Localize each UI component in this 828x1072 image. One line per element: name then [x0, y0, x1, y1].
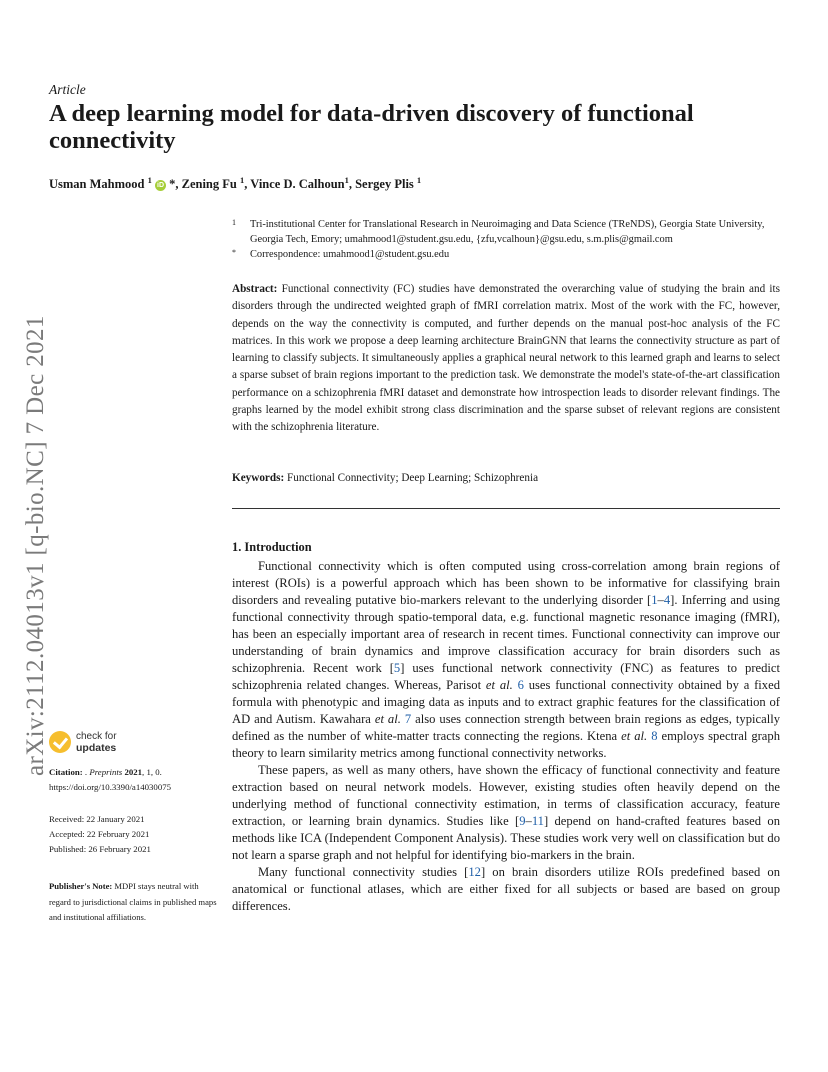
citation-link[interactable]: 1: [651, 593, 658, 607]
section-divider: [232, 508, 780, 509]
citation-volume: , 1, 0.: [142, 767, 162, 777]
text-run: –: [657, 593, 664, 607]
text-run: These papers, as well as many others, have shown the efficacy of functional connectivity and feature extraction based on neural network models. However, existing studies often heavily depend on the underlying method of functional connectivity estimation, in terms of classification accuracy, feature extraction, or learning brain dynamics. Studies like [: [232, 763, 780, 828]
paper-title: A deep learning model for data-driven discovery of functional connectivity: [49, 100, 694, 154]
publisher-note-label: Publisher's Note:: [49, 881, 113, 891]
publisher-note-text: MDPI stays neutral with regard to jurisdictional claims in published maps and institutional affiliations.: [49, 881, 217, 922]
abstract: [232, 281, 780, 437]
affiliation-text: Tri-institutional Center for Translational Research in Neuroimaging and Data Science (TReNDS), Georgia State University, Georgia Tech, Emory; umahmood1@student.gsu.edu, {zfu,vcalhoun}@gsu.edu, s.m.plis@gmail.com: [250, 219, 765, 245]
citation-link[interactable]: 9: [519, 814, 526, 828]
article-type: Article: [49, 82, 86, 97]
paragraph: [232, 864, 780, 915]
affiliation-marker: 1: [232, 218, 236, 227]
author-name[interactable]: Vince D. Calhoun: [250, 177, 345, 192]
received-date: Received: 22 January 2021: [49, 814, 145, 824]
abstract-label: Abstract:: [232, 283, 278, 295]
accepted-date: Accepted: 22 February 2021: [49, 829, 150, 839]
citation-link[interactable]: 11: [531, 814, 544, 828]
correspondence-text: Correspondence: umahmood1@student.gsu.edu: [250, 249, 450, 260]
section-heading: 1. Introduction: [232, 540, 312, 554]
text-run: ] uses functional network connectivity (FNC) as features to predict schizophrenia related changes. Whereas, Parisot: [232, 661, 780, 692]
text-run: employs spectral graph theory to learn similarity metrics among functional connectivity networks.: [232, 729, 780, 760]
publisher-note: [49, 879, 219, 926]
updates-label: updates: [76, 742, 117, 754]
citation-prefix: .: [82, 767, 90, 777]
text-run: Functional connectivity which is often computed using cross-correlation among brain regions of interest (ROIs) is a powerful approach which has been shown to be informative for classifying brain disorders and revealing putative bio-markers relevant to the underlying disorder [: [232, 559, 780, 607]
citation-link[interactable]: 12: [468, 865, 481, 879]
citation-link[interactable]: 4: [663, 593, 671, 607]
arxiv-stamp: [18, 270, 58, 780]
keywords-text: Functional Connectivity; Deep Learning; Schizophrenia: [287, 472, 539, 484]
doi-link[interactable]: https://doi.org/10.3390/a14030075: [49, 782, 172, 792]
author-suffix: ,: [348, 177, 352, 192]
affiliation-marker: 1: [416, 175, 422, 185]
text-run: –: [525, 814, 532, 828]
citation-label: Citation:: [49, 767, 83, 777]
body-text: [232, 558, 780, 915]
dates-block: [49, 812, 219, 857]
citation-year: 2021: [124, 767, 143, 777]
orcid-icon[interactable]: iD: [157, 182, 164, 190]
author-suffix: ,: [244, 177, 248, 192]
text-run: ] on brain disorders utilize ROIs predefined based on anatomical or functional atlases, which are either fixed for all subjects or based are based on group differences.: [232, 865, 780, 913]
text-run: uses functional connectivity obtained by a fixed formula with phenotypic and imaging data as inputs and to extract graphic features for the classification of AD and Autism. Kawahara: [232, 678, 780, 726]
author-name[interactable]: Zening Fu: [181, 177, 237, 192]
citation-block: [49, 765, 219, 795]
et-al: et al.: [621, 729, 648, 743]
text-run: also uses connection strength between brain regions as edges, typically defined as the number of white-matter tracts connecting the regions. Ktena: [232, 712, 780, 743]
citation-link[interactable]: 8: [651, 729, 658, 743]
affiliation-marker: 1: [344, 175, 349, 185]
et-al: et al.: [374, 712, 401, 726]
checkmark-icon: [49, 731, 71, 753]
citation-link[interactable]: 5: [393, 661, 401, 675]
correspondence-marker: *: [232, 248, 236, 257]
arxiv-identifier: arXiv:2112.04013v1 [q-bio.NC] 7 Dec 2021: [22, 315, 49, 776]
author-name[interactable]: Sergey Plis: [355, 177, 414, 192]
author-list: [49, 175, 421, 192]
affiliation-marker: 1: [147, 175, 152, 185]
abstract-text: Functional connectivity (FC) studies have demonstrated the overarching value of studying the brain and its disorders through the undirected weighted graph of fMRI correlation matrix. Most of the work with the FC, however, depends on the way the connectivity is computed, and further depends on the manual post-hoc analysis of the FC matrices. In this work we propose a deep learning architecture BrainGNN that learns the connectivity structure as part of learning to classify subjects. It simultaneously applies a graphical neural network to this learned graph and learns to select a sparse subset of brain regions important to the prediction task. We demonstrate the model's state-of-the-art classification performance on a schizophrenia fMRI dataset and demonstrate how introspection leads to disorder relevant findings. The graphs learned by the model exhibit strong class discrimination and the sparse subset of relevant regions are consistent with the schizophrenia literature.: [232, 283, 781, 434]
author-suffix: *,: [169, 177, 179, 192]
keywords-label: Keywords:: [232, 472, 285, 484]
paragraph: [232, 558, 780, 762]
text-run: ]. Inferring and using functional connectivity through spatio-temporal data, e.g. functional magnetic resonance imaging (fMRI), has been an especially important area of research in recent times. Functional connectivity can improve our understanding of brain dynamics and improve classification accuracy for brain disorders such as schizophrenia. Recent work [: [232, 593, 780, 675]
text-run: Many functional connectivity studies [: [258, 865, 469, 879]
check-for-updates-button[interactable]: [49, 729, 169, 757]
text-run: ] depend on hand-crafted features based on methods like ICA (Independent Component Analysis). These studies work very well on classification but do not learn a sparse graph and not helpful for identifying bio-markers in the brain.: [232, 814, 781, 862]
et-al: et al.: [485, 678, 513, 692]
author-name[interactable]: Usman Mahmood: [49, 177, 145, 192]
keywords: [232, 472, 780, 484]
citation-link[interactable]: 6: [517, 678, 524, 692]
journal-name: Preprints: [89, 767, 123, 777]
affiliation-marker: 1: [239, 175, 245, 185]
published-date: Published: 26 February 2021: [49, 844, 151, 854]
paragraph: [232, 762, 780, 864]
citation-link[interactable]: 7: [404, 712, 412, 726]
check-for-label: check for: [76, 731, 117, 742]
